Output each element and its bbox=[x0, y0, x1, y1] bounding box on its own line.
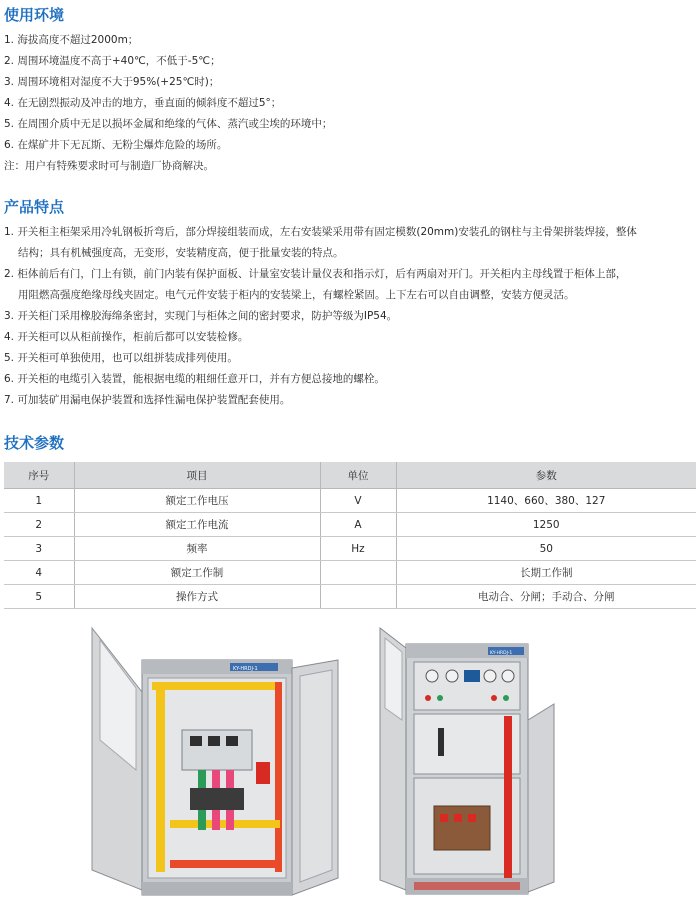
list-item: 6. 在煤矿井下无瓦斯、无粉尘爆炸危险的场所。 bbox=[4, 139, 228, 151]
list-item-continuation: 用阻燃高强度绝缘母线夹固定。电气元件安装于柜内的安装梁上，有螺栓紧固。上下左右可以自由调整，安装方便灵活。 bbox=[18, 289, 575, 301]
column-header: 序号 bbox=[4, 462, 74, 489]
table-row bbox=[4, 489, 696, 513]
closed-cabinet-photo bbox=[378, 620, 558, 902]
list-item-continuation: 结构；具有机械强度高，无变形，安装精度高，便于批量安装的特点。 bbox=[18, 247, 344, 259]
list-item: 5. 在周围介质中无足以损坏金属和绝缘的气体、蒸汽或尘埃的环境中； bbox=[4, 118, 333, 130]
table-cell: 2 bbox=[4, 513, 74, 537]
table-cell: 3 bbox=[4, 537, 74, 561]
list-item: 5. 开关柜可单独使用，也可以组拼装成排列使用。 bbox=[4, 352, 238, 364]
list-item: 2. 柜体前后有门，门上有锁，前门内装有保护面板、计量室安装计量仪表和指示灯，后有两扇对开门。开关柜内主母线置于柜体上部， bbox=[4, 268, 627, 280]
column-header: 参数 bbox=[396, 462, 696, 489]
table-cell: 1250 bbox=[396, 513, 696, 537]
environment-list bbox=[4, 30, 696, 177]
section-title-features: 产品特点 bbox=[4, 198, 65, 216]
table-cell: Hz bbox=[320, 537, 396, 561]
note-text: 注：用户有特殊要求时可与制造厂协商解决。 bbox=[4, 160, 214, 172]
list-item: 7. 可加装矿用漏电保护装置和选择性漏电保护装置配套使用。 bbox=[4, 394, 291, 406]
nameplate-text: KY-HRDJ-1 bbox=[490, 651, 513, 656]
table-cell: 4 bbox=[4, 561, 74, 585]
open-cabinet-photo bbox=[90, 620, 340, 900]
list-item: 3. 开关柜门采用橡胶海绵条密封，实现门与柜体之间的密封要求，防护等级为IP54。 bbox=[4, 310, 398, 322]
table-cell: 额定工作电流 bbox=[74, 513, 320, 537]
table-cell: 电动合、分闸；手动合、分闸 bbox=[396, 585, 696, 609]
table-row bbox=[4, 585, 696, 609]
table-cell: 50 bbox=[396, 537, 696, 561]
list-item: 4. 开关柜可以从柜前操作，柜前后都可以安装检修。 bbox=[4, 331, 249, 343]
table-cell: 1 bbox=[4, 489, 74, 513]
section-title-specs: 技术参数 bbox=[4, 434, 65, 452]
list-item: 4. 在无剧烈振动及冲击的地方，垂直面的倾斜度不超过5°； bbox=[4, 97, 282, 109]
table-row bbox=[4, 561, 696, 585]
column-header: 单位 bbox=[320, 462, 396, 489]
table-cell: 5 bbox=[4, 585, 74, 609]
list-item: 1. 开关柜主柜架采用冷轧钢板折弯后，部分焊接组装而成，左右安装梁采用带有固定模数(20mm)安装孔的钢柱与主骨架拼装焊接，整体 bbox=[4, 226, 637, 238]
features-list bbox=[4, 222, 696, 411]
spec-table bbox=[4, 462, 696, 609]
section-title-environment: 使用环境 bbox=[4, 6, 65, 24]
list-item: 6. 开关柜的电缆引入装置，能根据电缆的粗细任意开口，并有方便总接地的螺栓。 bbox=[4, 373, 385, 385]
list-item: 1. 海拔高度不超过2000m； bbox=[4, 34, 139, 46]
table-row bbox=[4, 513, 696, 537]
table-cell: A bbox=[320, 513, 396, 537]
column-header: 项目 bbox=[74, 462, 320, 489]
table-cell: V bbox=[320, 489, 396, 513]
table-cell bbox=[320, 585, 396, 609]
table-header-row bbox=[4, 462, 696, 489]
table-cell: 额定工作电压 bbox=[74, 489, 320, 513]
table-row bbox=[4, 537, 696, 561]
list-item: 2. 周围环境温度不高于+40℃，不低于-5℃； bbox=[4, 55, 221, 67]
nameplate-text: KY-HRDJ-1 bbox=[233, 666, 258, 672]
list-item: 3. 周围环境相对湿度不大于95%(+25℃时)； bbox=[4, 76, 220, 88]
table-cell: 频率 bbox=[74, 537, 320, 561]
table-cell: 1140、660、380、127 bbox=[396, 489, 696, 513]
table-cell: 长期工作制 bbox=[396, 561, 696, 585]
table-cell: 额定工作制 bbox=[74, 561, 320, 585]
table-cell bbox=[320, 561, 396, 585]
table-cell: 操作方式 bbox=[74, 585, 320, 609]
